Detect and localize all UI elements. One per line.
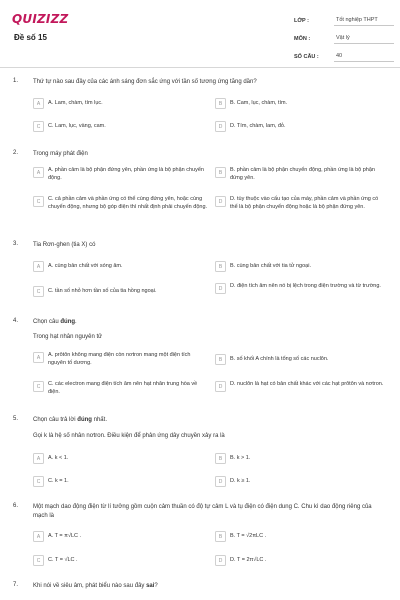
question-substem: Gọi k là hệ số nhân nơtron. Điều kiện để phản ứng dây chuyền xảy ra là <box>33 433 225 439</box>
option-text: D. k ≥ 1. <box>230 478 251 484</box>
option-text: D. Tím, chàm, lam, đỏ. <box>230 123 286 129</box>
option-a[interactable] <box>33 453 209 464</box>
option-letter: C <box>33 555 44 566</box>
option-b[interactable] <box>215 354 387 365</box>
option-letter: A <box>33 352 44 363</box>
option-b[interactable] <box>215 98 385 109</box>
option-letter: A <box>33 453 44 464</box>
quizizz-logo: QUIZIZZ <box>12 12 69 26</box>
stem-suffix: . <box>75 319 77 325</box>
option-letter: D <box>215 196 226 207</box>
meta-value: 40 <box>334 53 394 62</box>
option-text: A. k < 1. <box>48 455 69 461</box>
option-d[interactable] <box>215 121 385 132</box>
option-letter: B <box>215 167 226 178</box>
option-text: B. T = √2πLC . <box>230 533 267 539</box>
option-text: A. phần cảm là bộ phận đứng yên, phần ứng là bộ phận chuyển động. <box>48 167 204 181</box>
option-text: C. Lam, lục, vàng, cam. <box>48 123 106 129</box>
meta-label: MÔN : <box>294 36 311 42</box>
exam-meta <box>294 12 394 66</box>
option-text: B. cùng bản chất với tia tử ngoại. <box>230 263 311 269</box>
question-number: 6. <box>13 503 19 509</box>
option-b[interactable] <box>215 453 387 464</box>
meta-label: SỐ CÂU : <box>294 54 319 60</box>
meta-value: Vật lý <box>334 35 394 44</box>
option-text: D. tùy thuộc vào cấu tạo của máy, phần cảm và phần ứng có thể là bộ phận chuyển động hoặc là bộ phận đứng yên. <box>230 196 379 210</box>
option-letter: C <box>33 476 44 487</box>
option-letter: A <box>33 98 44 109</box>
option-letter: A <box>33 261 44 272</box>
option-a[interactable] <box>33 531 209 542</box>
option-a[interactable] <box>33 98 203 109</box>
option-text: B. k > 1. <box>230 455 251 461</box>
option-text: D. nuclôn là hạt có bản chất khác với các hạt prôtôn và nơtron. <box>230 381 384 387</box>
option-d[interactable] <box>215 476 387 487</box>
question-number: 3. <box>13 241 19 247</box>
meta-row-class <box>294 12 394 30</box>
option-text: D. T = 2π√LC . <box>230 557 267 563</box>
option-text: A. prôtôn không mang điện còn nơtron mang một điện tích nguyên tố dương. <box>48 352 191 366</box>
option-letter: C <box>33 381 44 392</box>
option-b[interactable] <box>215 261 387 272</box>
option-d[interactable] <box>215 283 387 294</box>
question-stem: Tia Rơn-ghen (tia X) có <box>33 242 96 248</box>
header-divider <box>0 67 400 68</box>
option-letter: D <box>215 476 226 487</box>
question-number: 5. <box>13 416 19 422</box>
option-letter: A <box>33 531 44 542</box>
option-text: C. cả phần cảm và phần ứng có thể cùng đứng yên, hoặc cùng chuyển động, nhưng bộ góp điện thì nhất định phải chuyển động. <box>48 196 208 210</box>
option-letter: B <box>215 98 226 109</box>
option-letter: A <box>33 167 44 178</box>
question-stem <box>33 318 383 327</box>
option-letter: B <box>215 531 226 542</box>
option-d[interactable] <box>215 381 387 392</box>
option-c[interactable] <box>33 555 209 566</box>
option-text: C. các electron mang điện tích âm nên hạt nhân trung hòa về điện. <box>48 381 198 395</box>
option-letter: D <box>215 555 226 566</box>
option-text: B. Cam, lục, chàm, tím. <box>230 100 288 106</box>
option-letter: B <box>215 453 226 464</box>
question-number: 4. <box>13 318 19 324</box>
option-text: D. điện tích âm nên nó bị lệch trong điện trường và từ trường. <box>230 283 381 289</box>
option-text: B. số khối A chính là tổng số các nuclôn. <box>230 356 329 362</box>
question-stem: Một mạch dao động điện từ lí tưởng gồm cuộn cảm thuần có độ tự cảm L và tụ điện có điện dung C. Chu kì dao động riêng của mạch là <box>33 504 372 519</box>
option-letter: C <box>33 196 44 207</box>
option-c[interactable] <box>33 381 209 396</box>
stem-prefix: Chọn câu <box>33 319 61 325</box>
option-d[interactable] <box>215 196 387 211</box>
option-text: C. k = 1. <box>48 478 69 484</box>
stem-emphasis: đúng <box>60 319 76 325</box>
meta-value: Tốt nghiệp THPT <box>334 17 394 26</box>
option-letter: D <box>215 283 226 294</box>
option-text: A. cùng bản chất với sóng âm. <box>48 263 123 269</box>
question-stem <box>33 416 383 425</box>
option-a[interactable] <box>33 352 209 367</box>
option-letter: D <box>215 121 226 132</box>
stem-prefix: Chọn câu trả lời <box>33 417 78 423</box>
stem-emphasis: sai <box>146 583 155 589</box>
option-d[interactable] <box>215 555 387 566</box>
option-letter: B <box>215 261 226 272</box>
option-b[interactable] <box>215 531 387 542</box>
option-c[interactable] <box>33 121 203 132</box>
option-text: C. tần số nhỏ hơn tần số của tia hồng ngoại. <box>48 288 157 294</box>
option-c[interactable] <box>33 476 209 487</box>
option-letter: D <box>215 381 226 392</box>
option-c[interactable] <box>33 286 209 297</box>
question-stem: Thứ tự nào sau đây của các ánh sáng đơn sắc ứng với tần số tương ứng tăng dần? <box>33 79 257 85</box>
stem-suffix: ? <box>154 583 158 589</box>
option-letter: B <box>215 354 226 365</box>
question-number: 1. <box>13 78 19 84</box>
stem-suffix: nhất. <box>91 417 107 423</box>
option-a[interactable] <box>33 261 209 272</box>
option-text: B. phần cảm là bộ phận chuyển động, phần ứng là bộ phận đứng yên. <box>230 167 375 181</box>
stem-emphasis: đúng <box>77 417 92 423</box>
page-header <box>0 0 400 66</box>
question-stem <box>33 582 383 591</box>
option-text: C. T = √LC . <box>48 557 78 563</box>
option-c[interactable] <box>33 196 209 211</box>
question-number: 2. <box>13 150 19 156</box>
meta-row-subject <box>294 30 394 48</box>
option-text: A. Lam, chàm, tím lục. <box>48 100 103 106</box>
stem-prefix: Khi nói về siêu âm, phát biểu nào sau đây <box>33 583 147 589</box>
question-substem: Trong hạt nhân nguyên tử <box>33 334 103 340</box>
option-text: A. T = π√LC . <box>48 533 82 539</box>
question-number: 7. <box>13 582 19 588</box>
question-stem: Trong máy phát điện <box>33 151 88 157</box>
option-a[interactable] <box>33 167 209 182</box>
option-b[interactable] <box>215 167 387 182</box>
meta-label: LỚP : <box>294 18 309 24</box>
exam-title: Đề số 15 <box>14 33 47 42</box>
option-letter: C <box>33 286 44 297</box>
option-letter: C <box>33 121 44 132</box>
meta-row-question-count <box>294 48 394 66</box>
